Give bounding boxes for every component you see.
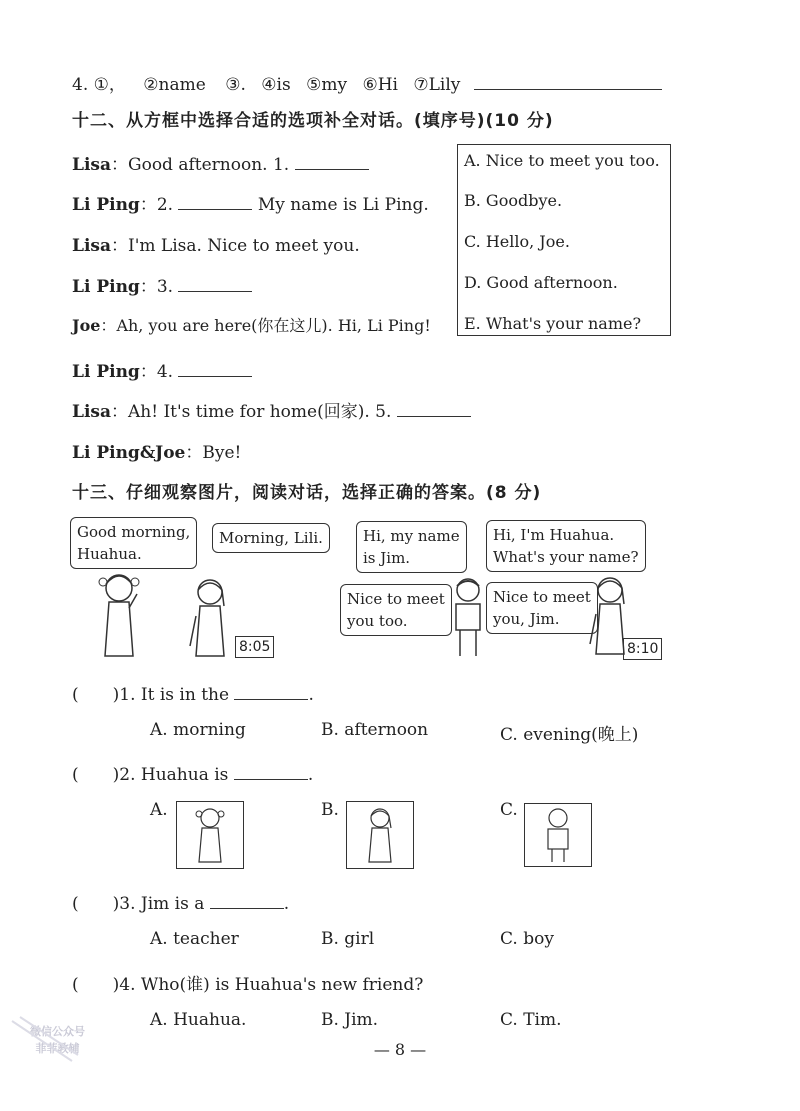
option-d: D. Good afternoon. (464, 273, 618, 292)
dialogue-line: Li Ping：3. (72, 272, 252, 297)
options-box (457, 144, 671, 336)
time-label: 8:10 (623, 638, 662, 660)
question-2-option-c-label[interactable]: C. (500, 800, 518, 820)
speech-bubble: Good morning, Huahua. (70, 517, 197, 569)
speech-bubble: Hi, my name is Jim. (356, 521, 467, 573)
speech-bubble: Nice to meet you, Jim. (486, 582, 598, 634)
answer-paren[interactable]: ( ) (72, 765, 120, 785)
question-blank[interactable] (210, 894, 284, 909)
boy-jim-figure (448, 576, 488, 658)
dialogue-line: Lisa：Ah! It's time for home(回家). 5. (72, 397, 471, 422)
question-1-option-b[interactable]: B. afternoon (321, 720, 429, 740)
dialogue-line: Li Ping&Joe：Bye! (72, 443, 242, 463)
question-3: ( )3. Jim is a . (72, 894, 290, 914)
option-a: A. Nice to meet you too. (464, 151, 660, 170)
question-4-option-b[interactable]: B. Jim. (321, 1010, 379, 1030)
section-12-heading: 十二、从方框中选择合适的选项补全对话。(填序号)(10 分) (72, 111, 554, 131)
question-1-option-a[interactable]: A. morning (150, 720, 246, 740)
question-1-option-c[interactable]: C. evening(晚上) (500, 725, 639, 745)
dialogue-line: Joe：Ah, you are here(你在这儿). Hi, Li Ping! (72, 316, 431, 335)
speech-bubble: Morning, Lili. (212, 523, 330, 553)
dialogue-line: Li Ping：4. (72, 357, 252, 382)
answer-blank-3[interactable] (178, 277, 252, 292)
answer-blank-4[interactable] (178, 362, 252, 377)
section-13-heading: 十三、仔细观察图片，阅读对话，选择正确的答案。(8 分) (72, 483, 542, 503)
answer-paren[interactable]: ( ) (72, 894, 120, 914)
question-2-option-b-label[interactable]: B. (321, 800, 339, 820)
speech-bubble: Nice to meet you too. (340, 584, 452, 636)
option-b-picture[interactable] (346, 801, 414, 869)
option-c-picture[interactable] (524, 803, 592, 867)
answer-paren[interactable]: ( ) (72, 975, 120, 995)
girl-huahua-figure (588, 574, 633, 659)
question-3-option-a[interactable]: A. teacher (150, 929, 239, 949)
page-number: — 8 — (373, 1040, 427, 1059)
question-1: ( )1. It is in the . (72, 685, 314, 705)
answer-blank[interactable] (474, 75, 662, 90)
girl-lili-figure (95, 568, 145, 663)
question-blank[interactable] (234, 765, 308, 780)
answer-blank-5[interactable] (397, 402, 471, 417)
watermark: 微信公众号 菲菲教辅 (30, 1023, 85, 1057)
question-4-option-a[interactable]: A. Huahua. (150, 1010, 247, 1030)
option-c: C. Hello, Joe. (464, 232, 570, 251)
time-label: 8:05 (235, 636, 274, 658)
question-2: ( )2. Huahua is . (72, 765, 314, 785)
question-2-option-a-label[interactable]: A. (150, 800, 168, 820)
girl-lili-picture (177, 802, 243, 868)
girl-huahua-picture (347, 802, 413, 868)
speech-bubble: Hi, I'm Huahua. What's your name? (486, 520, 646, 572)
dialogue-line: Lisa：Good afternoon. 1. (72, 150, 369, 175)
dialogue-line: Li Ping：2. My name is Li Ping. (72, 195, 429, 215)
question-3-option-c[interactable]: C. boy (500, 929, 554, 949)
question-3-option-b[interactable]: B. girl (321, 929, 375, 949)
boy-jim-picture (525, 804, 591, 866)
question-4: ( )4. Who(谁) is Huahua's new friend? (72, 975, 424, 995)
girl-huahua-figure (188, 576, 233, 661)
option-e: E. What's your name? (464, 314, 642, 333)
answer-blank-2[interactable] (178, 195, 252, 210)
dialogue-line: Lisa：I'm Lisa. Nice to meet you. (72, 236, 360, 256)
option-b: B. Goodbye. (464, 191, 563, 210)
answer-paren[interactable]: ( ) (72, 685, 120, 705)
question-4-option-c[interactable]: C. Tim. (500, 1010, 562, 1030)
word-order-line: 4. ①， ②name ③. ④is ⑤my ⑥Hi ⑦Lily (72, 70, 662, 95)
question-blank[interactable] (234, 685, 308, 700)
option-a-picture[interactable] (176, 801, 244, 869)
answer-blank-1[interactable] (295, 155, 369, 170)
